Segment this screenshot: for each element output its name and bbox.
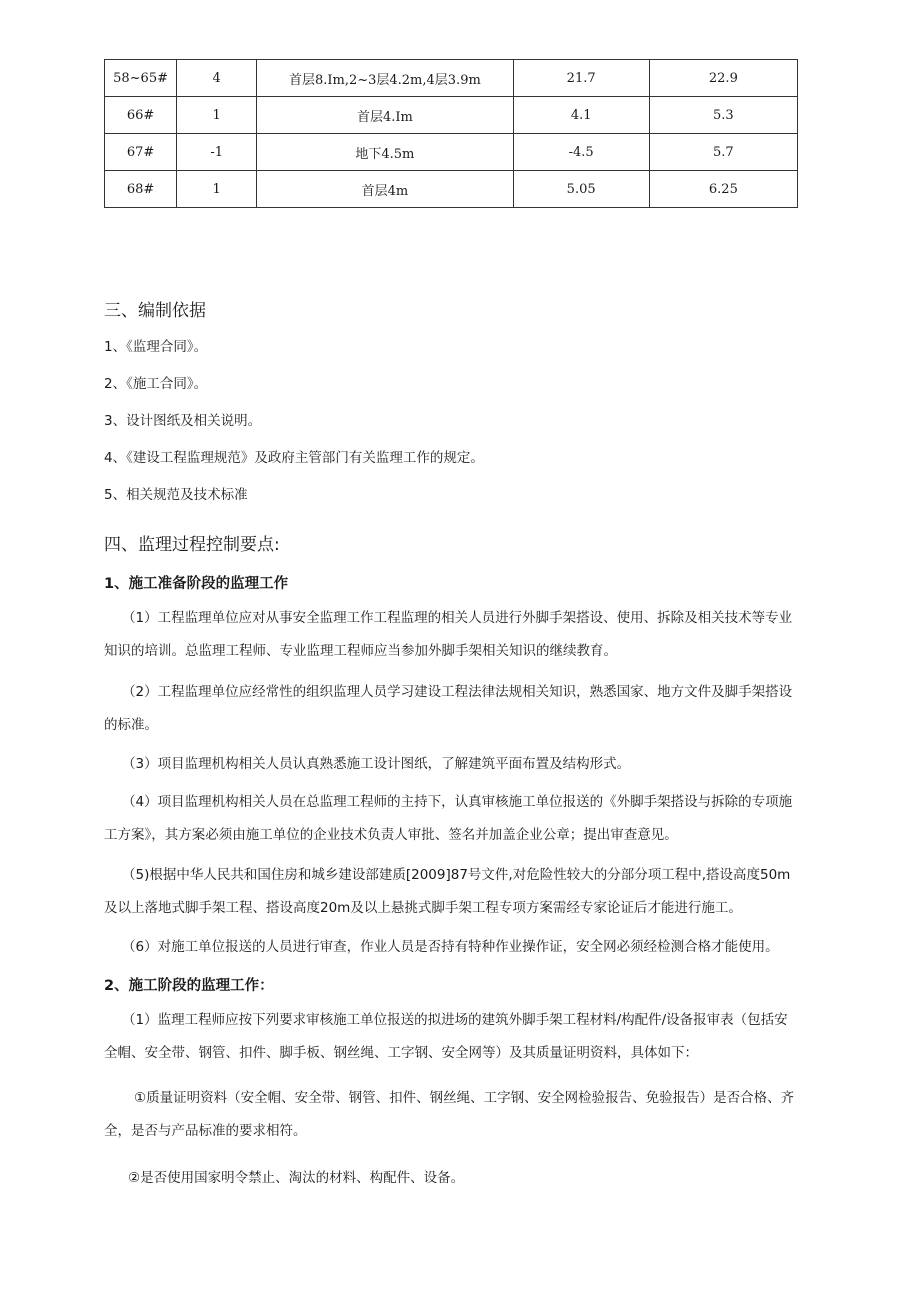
subsection-1-heading: 1、施工准备阶段的监理工作 (104, 576, 289, 592)
paragraph (104, 1162, 796, 1195)
height-table (104, 59, 798, 208)
table-cell: 5.7 (649, 134, 797, 171)
table-cell: 首层4m (257, 171, 513, 208)
table-row (105, 60, 798, 97)
table-cell: 4.1 (513, 97, 649, 134)
table-cell: 1 (177, 97, 257, 134)
paragraph (104, 602, 796, 668)
paragraph-text: ①质量证明资料（安全帽、安全带、钢管、扣件、钢丝绳、工字钢、安全网检验报告、免验报告）是否合格、齐全，是否与产品标准的要求相符。 (104, 1090, 795, 1139)
paragraph (104, 676, 796, 742)
table-cell: 地下4.5m (257, 134, 513, 171)
table-cell: 67# (105, 134, 177, 171)
paragraph-text: （1）监理工程师应按下列要求审核施工单位报送的拟进场的建筑外脚手架工程材料/构配件/设备报审表（包括安全帽、安全带、钢管、扣件、脚手板、钢丝绳、工字钢、安全网等）及其质量证明资料，具体如下： (104, 1012, 788, 1061)
table-cell: 21.7 (513, 60, 649, 97)
subsection-2-heading: 2、施工阶段的监理工作： (104, 978, 274, 994)
table-cell: 1 (177, 171, 257, 208)
table-cell: -1 (177, 134, 257, 171)
paragraph-text: （1）工程监理单位应对从事安全监理工作工程监理的相关人员进行外脚手架搭设、使用、拆除及相关技术等专业知识的培训。总监理工程师、专业监理工程师应当参加外脚手架相关知识的继续教育。 (104, 610, 793, 659)
table-cell: 首层4.Im (257, 97, 513, 134)
paragraph (104, 931, 796, 964)
table-row (105, 171, 798, 208)
paragraph (104, 1082, 796, 1148)
table-cell: 5.3 (649, 97, 797, 134)
table-cell: 6.25 (649, 171, 797, 208)
paragraph (104, 748, 796, 781)
basis-item: 5、相关规范及技术标准 (104, 487, 248, 503)
paragraph-text: （2）工程监理单位应经常性的组织监理人员学习建设工程法律法规相关知识，熟悉国家、地方文件及脚手架搭设的标准。 (104, 684, 793, 733)
basis-item: 2、《施工合同》。 (104, 376, 208, 392)
paragraph-text: （5)根据中华人民共和国住房和城乡建设部建质[2009]87号文件,对危险性较大的分部分项工程中,搭设高度50m及以上落地式脚手架工程、搭设高度20m及以上悬挑式脚手架工程专项方案需经专家论证后才能进行施工。 (104, 867, 791, 916)
table-cell: 68# (105, 171, 177, 208)
paragraph-text: （3）项目监理机构相关人员认真熟悉施工设计图纸，了解建筑平面布置及结构形式。 (122, 756, 631, 772)
section-4-heading: 四、监理过程控制要点: (104, 535, 280, 555)
paragraph-text: ②是否使用国家明令禁止、淘汰的材料、构配件、设备。 (128, 1170, 465, 1186)
table-row (105, 97, 798, 134)
section-3-heading: 三、编制依据 (104, 301, 206, 321)
table-cell: 4 (177, 60, 257, 97)
table-cell: -4.5 (513, 134, 649, 171)
table-cell: 首层8.Im,2~3层4.2m,4层3.9m (257, 60, 513, 97)
table-row (105, 134, 798, 171)
basis-item: 3、设计图纸及相关说明。 (104, 413, 262, 429)
table-cell: 5.05 (513, 171, 649, 208)
table-cell: 66# (105, 97, 177, 134)
table-cell: 58~65# (105, 60, 177, 97)
paragraph (104, 1004, 796, 1070)
basis-item: 1、《监理合同》。 (104, 339, 208, 355)
paragraph (104, 786, 796, 852)
table-cell: 22.9 (649, 60, 797, 97)
paragraph (104, 859, 796, 925)
basis-item: 4、《建设工程监理规范》及政府主管部门有关监理工作的规定。 (104, 450, 484, 466)
paragraph-text: （4）项目监理机构相关人员在总监理工程师的主持下，认真审核施工单位报送的《外脚手架搭设与拆除的专项施工方案》，其方案必须由施工单位的企业技术负责人审批、签名并加盖企业公章；提出审查意见。 (104, 794, 793, 843)
paragraph-text: （6）对施工单位报送的人员进行审查，作业人员是否持有特种作业操作证，安全网必须经检测合格才能使用。 (122, 939, 779, 955)
